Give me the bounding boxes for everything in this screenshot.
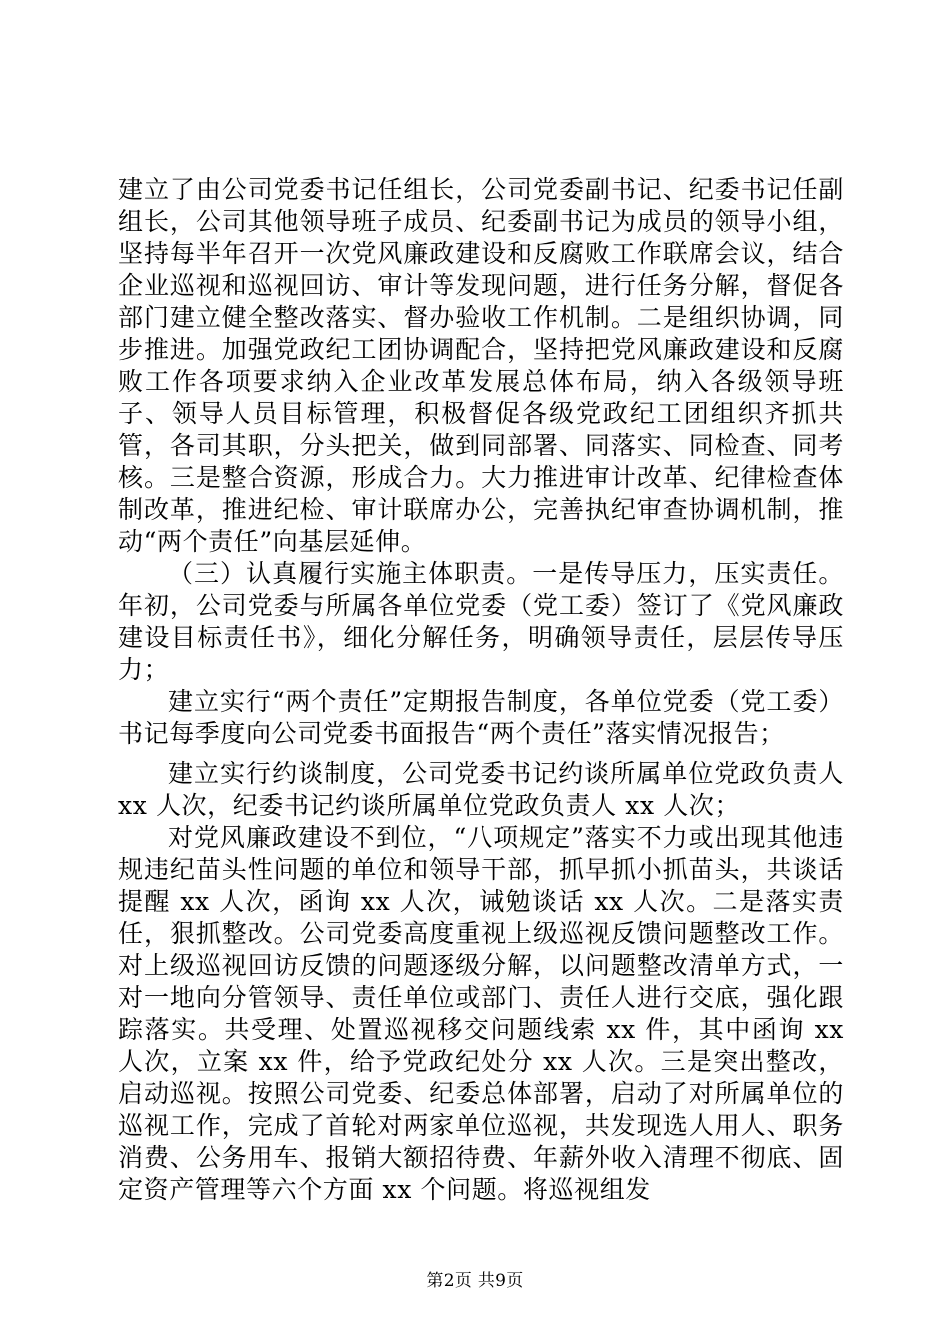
- paragraph-main-responsibility: （三）认真履行实施主体职责。一是传导压力，压实责任。年初，公司党委与所属各单位党委（党工委）签订了《党风廉政建设目标责任书》，细化分解任务，明确领导责任，层层传导压力；: [118, 559, 844, 684]
- paragraph-report-system: 建立实行“两个责任”定期报告制度，各单位党委（党工委）书记每季度向公司党委书面报告“两个责任”落实情况报告；: [118, 687, 844, 748]
- paragraph-leadership-group: 建立了由公司党委书记任组长，公司党委副书记、纪委书记任副组长，公司其他领导班子成员、纪委副书记为成员的领导小组，坚持每半年召开一次党风廉政建设和反腐败工作联席会议，结合企业巡视和巡视回访、审计等发现问题，进行任务分解，督促各部门建立健全整改落实、督办验收工作机制。二是组织协调，同步推进。加强党政纪工团协调配合，坚持把党风廉政建设和反腐败工作各项要求纳入企业改革发展总体布局，纳入各级领导班子、领导人员目标管理，积极督促各级党政纪工团组织齐抓共管，各司其职，分头把关，做到同部署、同落实、同检查、同考核。三是整合资源，形成合力。大力推进审计改革、纪律检查体制改革，推进纪检、审计联席办公，完善执纪审查协调机制，推动“两个责任”向基层延伸。: [118, 175, 844, 556]
- paragraph-rectification: 对党风廉政建设不到位，“八项规定”落实不力或出现其他违规违纪苗头性问题的单位和领导干部，抓早抓小抓苗头，共谈话提醒 xx 人次，函询 xx 人次，诫勉谈话 xx 人次。二是落实责任，狠抓整改。公司党委高度重视上级巡视反馈问题整改工作。对上级巡视回访反馈的问题逐级分解，以问题整改清单方式，一对一地向分管领导、责任单位或部门、责任人进行交底，强化跟踪落实。共受理、处置巡视移交问题线索 xx 件，其中函询 xx 人次，立案 xx 件，给予党政纪处分 xx 人次。三是突出整改，启动巡视。按照公司党委、纪委总体部署，启动了对所属单位的巡视工作，完成了首轮对两家单位巡视，共发现选人用人、职务消费、公务用车、报销大额招待费、年薪外收入清理不彻底、固定资产管理等六个方面 xx 个问题。将巡视组发: [118, 823, 844, 1204]
- document-body: [118, 174, 844, 1206]
- page-number-footer: 第2页 共9页: [426, 1271, 524, 1291]
- paragraph-interview-system: 建立实行约谈制度，公司党委书记约谈所属单位党政负责人 xx 人次，纪委书记约谈所属单位党政负责人 xx 人次；: [118, 759, 844, 820]
